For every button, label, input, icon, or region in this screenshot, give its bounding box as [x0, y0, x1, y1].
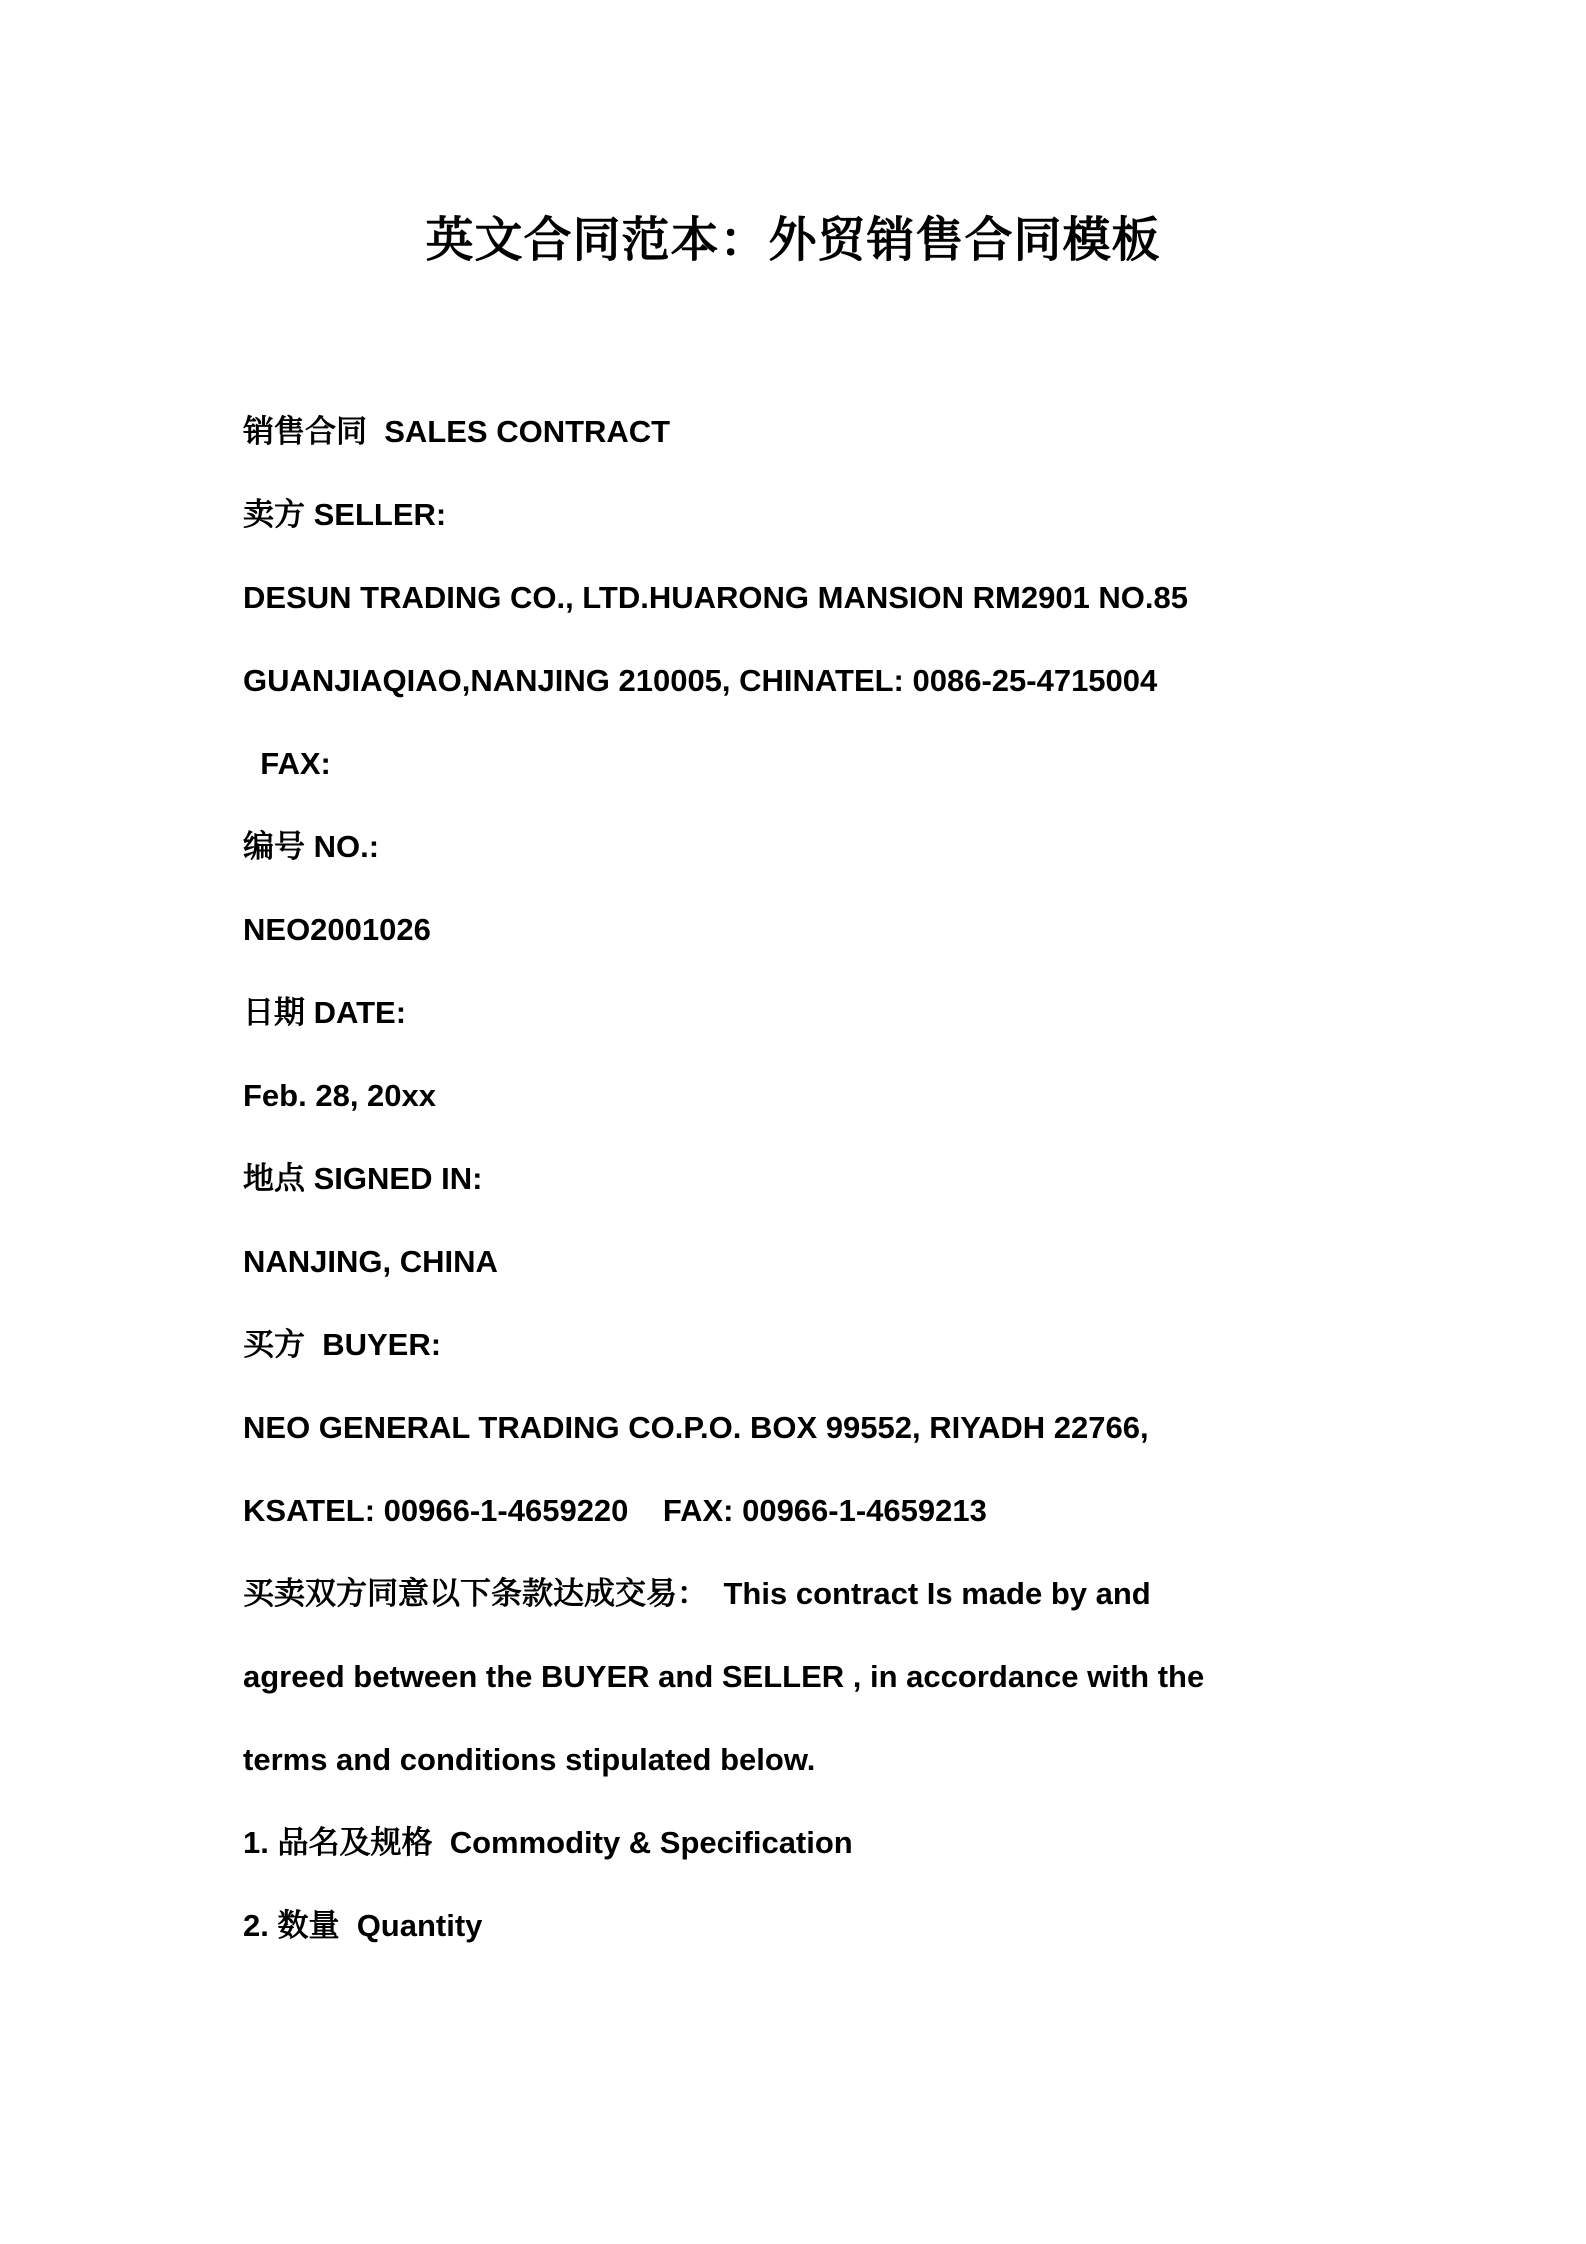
line-signed-in-value: NANJING, CHINA [243, 1244, 498, 1279]
line-date-value: Feb. 28, 20xx [243, 1078, 437, 1113]
line-buyer-name-address: NEO GENERAL TRADING CO.P.O. BOX 99552, RIYADH 22766, [243, 1410, 1149, 1445]
line-agreement-clause-2: agreed between the BUYER and SELLER , in accordance with the [243, 1659, 1205, 1694]
line-signed-in-label: 地点 SIGNED IN: [243, 1161, 483, 1196]
line-sales-contract-heading: 销售合同 SALES CONTRACT [243, 414, 671, 449]
line-item-2-quantity: 2. 数量 Quantity [243, 1908, 483, 1943]
line-contract-no-label: 编号 NO.: [243, 829, 380, 864]
line-seller-fax: FAX: [243, 746, 331, 781]
line-contract-no-value: NEO2001026 [243, 912, 431, 947]
line-agreement-clause-1: 买卖双方同意以下条款达成交易： This contract Is made by and [243, 1576, 1151, 1611]
line-seller-label: 卖方 SELLER: [243, 497, 447, 532]
line-seller-name: DESUN TRADING CO., LTD.HUARONG MANSION RM2901 NO.85 [243, 580, 1189, 615]
line-buyer-label: 买方 BUYER: [243, 1327, 442, 1362]
document-title: 英文合同范本：外贸销售合同模板 [425, 214, 1161, 267]
line-agreement-clause-3: terms and conditions stipulated below. [243, 1742, 816, 1777]
line-seller-address-tel: GUANJIAQIAO,NANJING 210005, CHINATEL: 0086-25-4715004 [243, 663, 1158, 698]
line-buyer-tel-fax: KSATEL: 00966-1-4659220 FAX: 00966-1-4659213 [243, 1493, 987, 1528]
line-item-1-commodity: 1. 品名及规格 Commodity & Specification [243, 1825, 853, 1860]
line-date-label: 日期 DATE: [243, 995, 407, 1030]
document-body [0, 390, 1586, 1967]
